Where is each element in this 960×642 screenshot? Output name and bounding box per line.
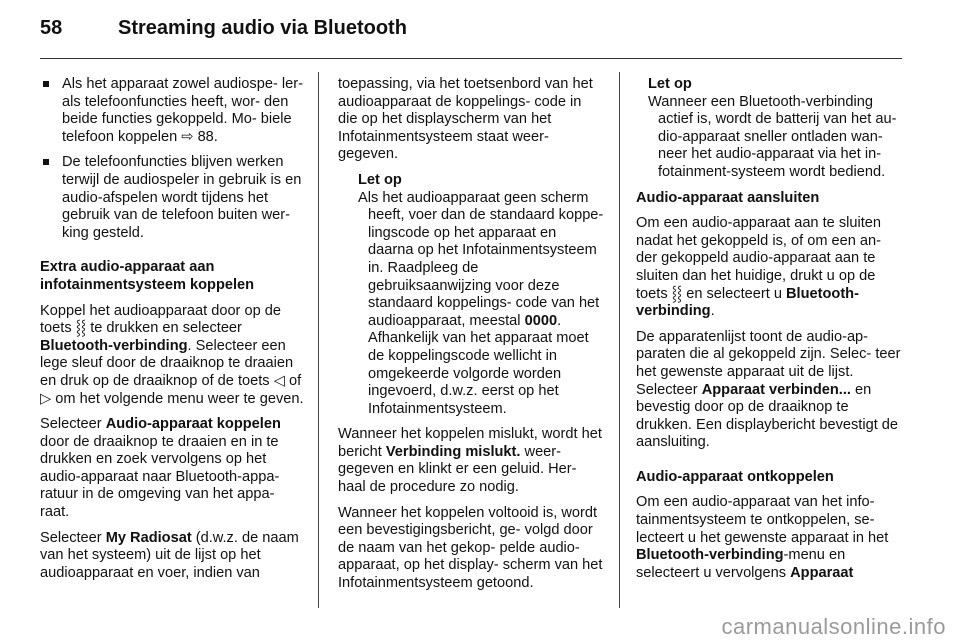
page-header	[40, 17, 900, 57]
column-divider-2	[619, 72, 620, 608]
right-triangle-icon: ▷	[40, 390, 52, 407]
section-heading: Audio-apparaat ontkoppelen	[636, 468, 834, 485]
paragraph: Wanneer het koppelen voltooid is, wordt een bevestigingsbericht, ge- volgd door de naam van het gekop- pelde audio-apparaat, op het display- scherm van het Infotainmentsysteem getoond.	[338, 504, 603, 592]
note-box	[358, 172, 604, 418]
bullet-item: De telefoonfuncties blijven werken terwijl de audiospeler in gebruik is en audio-afspelen wordt tijdens het gebruik van de telefoon buiten wer- king gesteld.	[40, 154, 304, 242]
column-2	[338, 76, 604, 601]
paragraph: Wanneer het koppelen mislukt, wordt het bericht Verbinding mislukt. weer- gegeven en klinkt er een geluid. Her- haal de procedure zo nodig.	[338, 426, 602, 496]
phone-key-icon: ⸾⸾	[75, 320, 87, 337]
section-heading: Audio-apparaat aansluiten	[636, 189, 820, 206]
header-rule	[40, 58, 902, 59]
bullet-square-icon	[43, 159, 49, 165]
note-title: Let op	[648, 76, 692, 92]
column-1	[40, 76, 304, 590]
note-body: Wanneer een Bluetooth-verbinding actief is, wordt de batterij van het au- dio-apparaat sneller ontladen wan- neer het audio-apparaat via het in- fotainment-systeem wordt bediend.	[648, 93, 897, 180]
page-title: Streaming audio via Bluetooth	[118, 17, 407, 39]
column-3	[636, 76, 902, 590]
paragraph: toepassing, via het toetsenbord van het audioapparaat de koppelings- code in die op het displayscherm van het Infotainmentsysteem staat weer- gegeven.	[338, 76, 593, 163]
column-divider-1	[318, 72, 319, 608]
paragraph: Koppel het audioapparaat door op de toets ⸾⸾ te drukken en selecteer Bluetooth-verbinding. Selecteer een lege sleuf door de draaiknop te draaien en druk op de draaiknop of de toets ◁ of ▷ om het volgende menu weer te geven.	[40, 302, 304, 407]
watermark: carmanualsonline.info	[721, 614, 946, 639]
paragraph: Om een audio-apparaat van het info- tainmentsysteem te ontkoppelen, se- lecteert u het gewenste apparaat in het Bluetooth-verbinding-menu en selecteert u vervolgens Apparaat	[636, 494, 889, 581]
left-triangle-icon: ◁	[273, 372, 285, 389]
note-box	[648, 76, 902, 182]
note-body: Als het audioapparaat geen scherm heeft, voer dan de standaard koppe- lingscode op het apparaat en daarna op het Infotainmentsysteem in. Raadpleeg de gebruiksaanwijzing voor deze standaard koppelings- code van het audioapparaat, meestal 0000. Afhankelijk van het apparaat moet de koppelingscode wellicht in omgekeerde volgorde worden ingevoerd, d.w.z. eerst op het Infotainmentsysteem.	[358, 189, 604, 417]
paragraph: Selecteer My Radiosat (d.w.z. de naam van het systeem) uit de lijst op het audioapparaat en voer, indien van	[40, 529, 299, 581]
right-arrow-icon: ⇨	[181, 128, 194, 145]
bullet-square-icon	[43, 81, 49, 87]
section-heading: Extra audio-apparaat aan infotainmentsysteem koppelen	[40, 259, 255, 293]
paragraph: Selecteer Audio-apparaat koppelen door de draaiknop te draaien en in te drukken en zoek vervolgens op het audio-apparaat naar Bluetooth-appa- ratuur in de omgeving van het appa- raat.	[40, 416, 281, 521]
page-number: 58	[40, 17, 63, 39]
bullet-item: Als het apparaat zowel audiospe- ler- als telefoonfuncties heeft, wor- den beide functies gekoppeld. Mo- biele telefoon koppelen ⇨ 88.	[40, 76, 304, 146]
note-title: Let op	[358, 171, 402, 188]
paragraph: De apparatenlijst toont de audio-ap- paraten die al gekoppeld zijn. Selec- teer het gewenste apparaat uit de lijst. Selecteer Apparaat verbinden... en bevestig door op de draaiknop te drukken. Een displaybericht bevestigt de aansluiting.	[636, 328, 901, 451]
paragraph: Om een audio-apparaat aan te sluiten nadat het gekoppeld is, of om een an- der gekoppeld audio-apparaat aan te sluiten dan het huidige, drukt u op de toets ⸾⸾ en selecteert u Bluetooth- verbinding.	[636, 215, 882, 320]
phone-key-icon: ⸾⸾	[671, 285, 683, 302]
